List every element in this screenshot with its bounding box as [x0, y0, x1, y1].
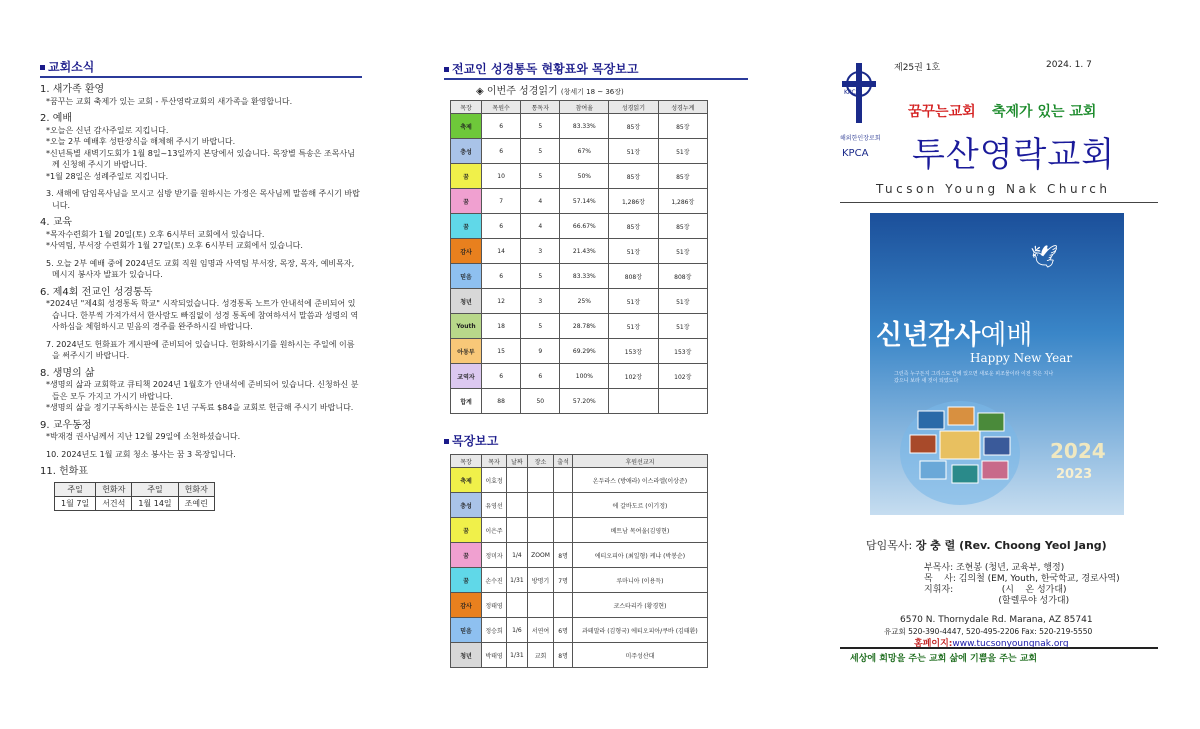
- table-header: 목원수: [482, 101, 521, 114]
- reading-week-title: ◈ 이번주 성경읽기 (창세기 18 ~ 36장): [476, 86, 624, 97]
- banner-year-2024: 2024: [1050, 439, 1106, 463]
- table-cell: [554, 468, 573, 493]
- table-cell: 6: [482, 114, 521, 139]
- news-line: *오늘 2부 예배후 성탄장식을 해체해 주시기 바랍니다.: [46, 137, 236, 146]
- table-cell: 과테말라 (김형국) 에티오피아/쿠바 (김태환): [572, 618, 707, 643]
- table-cell: 7: [482, 189, 521, 214]
- flower-header: 주일: [132, 482, 178, 496]
- mokjang-name: 충성: [451, 139, 482, 164]
- news-line: *2024년 "제4회 성경통독 학교" 시작되었습니다. 성경통독 노트가 안내석에 준비되어 있습니다. 한부씩 가져가셔서 한사람도 빠짐없이 성경 통독에 참여하셔서 말씀과 성령의 역사하심을 체험하시고 믿음의 경주를 완주하시길 바랍니다.: [46, 299, 359, 331]
- mokjang-name: 합계: [451, 389, 482, 414]
- diamond-icon: ◈: [476, 86, 484, 97]
- kpca-sub: 해외한인장로회: [840, 135, 881, 142]
- homepage-link[interactable]: www.tucsonyoungnak.org: [952, 639, 1069, 649]
- table-row: [451, 468, 708, 493]
- news-list: [40, 84, 362, 460]
- table-cell: 6: [482, 214, 521, 239]
- table-cell: [507, 593, 528, 618]
- table-cell: 57.14%: [560, 189, 609, 214]
- table-cell: 51장: [609, 239, 658, 264]
- table-row: [451, 339, 708, 364]
- table-cell: 6: [482, 264, 521, 289]
- table-row: [451, 114, 708, 139]
- banner-year-2023: 2023: [1056, 467, 1093, 482]
- table-cell: [527, 493, 554, 518]
- news-line: *생명의 삶과 교회학교 큐티책 2024년 1월호가 안내석에 준비되어 있습니다. 신청하신 분들은 모두 가지고 가시기 바랍니다.: [46, 380, 359, 401]
- news-heading: 1. 새가족 환영: [40, 84, 105, 95]
- table-row: [451, 164, 708, 189]
- news-heading: 2. 예배: [40, 113, 73, 124]
- table-cell: 에 갈바도르 (이기정): [572, 493, 707, 518]
- news-line: 3. 새해에 담임목사님을 모시고 심방 받기를 원하시는 가정은 목사님께 말씀해 주시기 바랍니다.: [46, 189, 360, 210]
- homepage: 홈페이지:www.tucsonyoungnak.org: [914, 639, 1069, 649]
- table-cell: 6: [482, 364, 521, 389]
- table-row: [451, 389, 708, 414]
- staff-line: 부목사: 조현봉 (청년, 교육부, 행정): [924, 563, 1065, 573]
- church-news-column: [40, 58, 362, 511]
- table-cell: [527, 593, 554, 618]
- table-cell: 6명: [554, 618, 573, 643]
- staff-line: 지휘자: (시 온 성가대): [924, 585, 1067, 595]
- table-cell: 808장: [658, 264, 707, 289]
- report-section-title: 목장보고: [444, 432, 748, 450]
- mokjang-name: 꿈: [451, 568, 482, 593]
- table-cell: 10: [482, 164, 521, 189]
- table-row: [451, 618, 708, 643]
- table-cell: [527, 518, 554, 543]
- flower-title: 11. 헌화표: [40, 466, 89, 477]
- banner-verse: 그런즉 누구든지 그리스도 안에 있으면 새로운 피조물이라 이전 것은 지나갔으니 보라 새 것이 되었도다: [894, 371, 1054, 384]
- table-header: 후원선교지: [572, 455, 707, 468]
- table-cell: 102장: [658, 364, 707, 389]
- slogan-b: 축제가 있는 교회: [992, 104, 1097, 120]
- table-cell: 베트남 목여울(김영현): [572, 518, 707, 543]
- news-heading: 4. 교육: [40, 217, 73, 228]
- table-cell: 51장: [609, 289, 658, 314]
- table-cell: 미주성산대: [572, 643, 707, 668]
- flower-header: 헌화자: [96, 482, 132, 496]
- news-line: *생명의 삶을 정기구독하시는 분들은 1년 구독료 $84을 교회로 헌금해 주시기 바랍니다.: [46, 403, 354, 412]
- table-cell: 57.20%: [560, 389, 609, 414]
- table-cell: 18: [482, 314, 521, 339]
- news-line: *목자수련회가 1월 20일(토) 오후 6시부터 교회에서 있습니다.: [46, 229, 265, 239]
- news-heading: 9. 교우동정: [40, 419, 92, 431]
- flower-table: [54, 482, 215, 511]
- table-cell: 1,286장: [609, 189, 658, 214]
- table-cell: 25%: [560, 289, 609, 314]
- table-cell: 방명기: [527, 568, 554, 593]
- mokjang-name: 충성: [451, 493, 482, 518]
- table-row: [451, 214, 708, 239]
- news-line: *신년특별 새벽기도회가 1월 8일~13일까지 본당에서 있습니다. 목장별 특송은 조목사님께 신청해 주시기 바랍니다.: [46, 148, 355, 169]
- table-cell: 정승희: [482, 618, 507, 643]
- issue-number: 제25권 1호: [894, 63, 941, 73]
- table-cell: 85장: [658, 114, 707, 139]
- mokjang-name: 청년: [451, 643, 482, 668]
- table-header: 목자: [482, 455, 507, 468]
- table-cell: 코스타리카 (황경현): [572, 593, 707, 618]
- flower-header: 헌화자: [178, 482, 214, 496]
- footer-slogan: 세상에 희망을 주는 교회 삶에 기쁨을 주는 교회: [850, 654, 1038, 664]
- flower-header: 주일: [55, 482, 96, 496]
- mokjang-name: 믿음: [451, 618, 482, 643]
- english-name: Tucson Young Nak Church: [876, 182, 1111, 196]
- slogan-a: 꿈꾸는교회: [908, 104, 976, 120]
- mokjang-name: 꿈: [451, 518, 482, 543]
- table-header: 출석: [554, 455, 573, 468]
- mokjang-name: 꿈: [451, 543, 482, 568]
- reading-section-title: 전교인 성경통독 현황표와 목장보고: [444, 60, 748, 80]
- mokjang-name: 꿈: [451, 214, 482, 239]
- news-line: *1월 28일은 성례주일로 지킵니다.: [46, 171, 169, 181]
- table-header: 날짜: [507, 455, 528, 468]
- mokjang-name: 감사: [451, 239, 482, 264]
- table-row: [451, 239, 708, 264]
- table-cell: [527, 468, 554, 493]
- table-cell: [507, 468, 528, 493]
- bible-reading-column: [444, 60, 748, 668]
- church-news-title: 교회소식: [40, 58, 362, 78]
- table-header: 참여율: [560, 101, 609, 114]
- table-cell: 3: [521, 289, 560, 314]
- table-cell: 유영선: [482, 493, 507, 518]
- reading-table: [450, 100, 708, 414]
- cover-column: [840, 55, 1170, 664]
- table-cell: 이은주: [482, 518, 507, 543]
- table-cell: [507, 518, 528, 543]
- kpca-bottom: KPCA: [842, 148, 869, 159]
- table-row: [451, 568, 708, 593]
- table-cell: 5: [521, 164, 560, 189]
- news-heading: 6. 제4회 전교인 성경통독: [40, 286, 153, 298]
- table-header: 성경누계: [658, 101, 707, 114]
- mokjang-name: 교역자: [451, 364, 482, 389]
- church-name: 투산영락교회: [912, 135, 1116, 175]
- table-row: [451, 364, 708, 389]
- table-cell: 정태영: [482, 593, 507, 618]
- table-cell: 21.43%: [560, 239, 609, 264]
- flower-cell: 1월 7일: [55, 496, 96, 510]
- dove-icon: 🕊: [1030, 245, 1058, 270]
- table-cell: 88: [482, 389, 521, 414]
- table-cell: 3: [521, 239, 560, 264]
- table-cell: 1/31: [507, 568, 528, 593]
- table-header: 목장: [451, 455, 482, 468]
- news-line: 7. 2024년도 헌화표가 게시판에 준비되어 있습니다. 헌화하시기를 원하시는 주일에 이름을 써주시기 바랍니다.: [46, 339, 355, 360]
- news-heading: 8. 생명의 삶: [40, 367, 95, 379]
- mokjang-name: 꿈: [451, 189, 482, 214]
- table-cell: 51장: [658, 139, 707, 164]
- table-cell: 8명: [554, 543, 573, 568]
- table-header: 통독자: [521, 101, 560, 114]
- table-cell: 5: [521, 264, 560, 289]
- mokjang-name: 청년: [451, 289, 482, 314]
- table-cell: 1/4: [507, 543, 528, 568]
- report-table: [450, 454, 708, 668]
- table-cell: 8명: [554, 643, 573, 668]
- table-cell: 9: [521, 339, 560, 364]
- table-cell: 153장: [658, 339, 707, 364]
- table-cell: 1/6: [507, 618, 528, 643]
- table-cell: 4: [521, 214, 560, 239]
- table-cell: 박태영: [482, 643, 507, 668]
- table-cell: 85장: [658, 214, 707, 239]
- table-cell: 69.29%: [560, 339, 609, 364]
- table-row: [451, 593, 708, 618]
- mokjang-name: 축제: [451, 114, 482, 139]
- senior-pastor: 담임목사: 장 충 렬 (Rev. Choong Yeol Jang): [866, 539, 1107, 552]
- table-row: [451, 264, 708, 289]
- new-year-banner: [870, 213, 1124, 515]
- table-cell: 67%: [560, 139, 609, 164]
- table-header: 목장: [451, 101, 482, 114]
- table-cell: 교회: [527, 643, 554, 668]
- table-row: [451, 543, 708, 568]
- mokjang-name: Youth: [451, 314, 482, 339]
- table-cell: 51장: [658, 289, 707, 314]
- table-cell: [609, 389, 658, 414]
- table-cell: 102장: [609, 364, 658, 389]
- table-header: 성경읽기: [609, 101, 658, 114]
- table-cell: 808장: [609, 264, 658, 289]
- staff-list: [924, 563, 1164, 607]
- mokjang-name: 감사: [451, 593, 482, 618]
- table-row: [451, 493, 708, 518]
- table-header: 장소: [527, 455, 554, 468]
- table-cell: [658, 389, 707, 414]
- banner-happy: Happy New Year: [970, 351, 1073, 365]
- table-cell: 에티오피아 (최일형) 케냐 (박봉순): [572, 543, 707, 568]
- table-cell: 정미자: [482, 543, 507, 568]
- phone: 유교회 520-390-4447, 520-495-2206 Fax: 520-219-5550: [884, 627, 1093, 636]
- flower-cell: 서건석: [96, 496, 132, 510]
- table-cell: 85장: [609, 214, 658, 239]
- table-cell: 50%: [560, 164, 609, 189]
- banner-title-b: 예배: [980, 320, 1033, 351]
- kpca-top: KPCA: [844, 89, 860, 96]
- table-cell: 85장: [609, 114, 658, 139]
- mokjang-name: 아동부: [451, 339, 482, 364]
- table-cell: 51장: [609, 139, 658, 164]
- news-line: *오늘은 신년 감사주일로 지킵니다.: [46, 125, 169, 135]
- flower-cell: 조예린: [178, 496, 214, 510]
- mokjang-name: 축제: [451, 468, 482, 493]
- table-cell: 6: [482, 139, 521, 164]
- table-cell: 7명: [554, 568, 573, 593]
- table-row: [451, 643, 708, 668]
- table-cell: 5: [521, 114, 560, 139]
- staff-line: (할렐루야 성가대): [924, 596, 1070, 606]
- table-cell: [554, 493, 573, 518]
- table-cell: 51장: [658, 314, 707, 339]
- table-cell: 83.33%: [560, 264, 609, 289]
- table-cell: 1,286장: [658, 189, 707, 214]
- staff-line: 목 사: 김의철 (EM, Youth, 한국학교, 경로사역): [924, 574, 1120, 584]
- news-line: 5. 오늘 2부 예배 중에 2024년도 교회 직원 임명과 사역팀 부서장, 목장, 목자, 예비목자, 메시지 봉사자 발표가 있습니다.: [46, 258, 355, 279]
- table-cell: 5: [521, 314, 560, 339]
- globe-photos-icon: [890, 389, 1030, 509]
- table-cell: 서연여: [527, 618, 554, 643]
- table-cell: 6: [521, 364, 560, 389]
- news-line: *사역팀, 부서장 수련회가 1월 27일(토) 오후 6시부터 교회에서 있습니다.: [46, 241, 303, 250]
- table-cell: 루마니아 (이용득): [572, 568, 707, 593]
- table-row: [451, 289, 708, 314]
- table-cell: 100%: [560, 364, 609, 389]
- table-cell: 손수진: [482, 568, 507, 593]
- issue-date: 2024. 1. 7: [1046, 60, 1092, 70]
- table-cell: [507, 493, 528, 518]
- table-cell: 5: [521, 139, 560, 164]
- news-line: 10. 2024년도 1월 교회 청소 봉사는 꿈 3 목장입니다.: [46, 449, 236, 459]
- table-cell: 1/31: [507, 643, 528, 668]
- table-cell: 83.33%: [560, 114, 609, 139]
- table-cell: 12: [482, 289, 521, 314]
- table-cell: ZOOM: [527, 543, 554, 568]
- table-cell: 153장: [609, 339, 658, 364]
- news-line: *꿈꾸는 교회 축제가 있는 교회 - 투산영락교회의 새가족을 환영합니다.: [46, 96, 293, 106]
- table-cell: 15: [482, 339, 521, 364]
- table-row: [451, 518, 708, 543]
- address: 6570 N. Thornydale Rd. Marana, AZ 85741: [900, 615, 1093, 625]
- table-cell: 51장: [658, 239, 707, 264]
- table-cell: 4: [521, 189, 560, 214]
- news-line: *박재경 권사님께서 지난 12월 29일에 소천하셨습니다.: [46, 432, 241, 441]
- table-cell: 온두라스 (방애라) 이스라엘(이상준): [572, 468, 707, 493]
- table-cell: 51장: [609, 314, 658, 339]
- table-cell: 28.78%: [560, 314, 609, 339]
- table-cell: [554, 593, 573, 618]
- table-cell: 이효정: [482, 468, 507, 493]
- table-cell: 50: [521, 389, 560, 414]
- table-cell: 85장: [658, 164, 707, 189]
- table-cell: 85장: [609, 164, 658, 189]
- table-row: [451, 189, 708, 214]
- table-row: [451, 314, 708, 339]
- banner-title-a: 신년감사: [876, 320, 981, 351]
- table-cell: [554, 518, 573, 543]
- table-cell: 14: [482, 239, 521, 264]
- mokjang-name: 믿음: [451, 264, 482, 289]
- flower-cell: 1월 14일: [132, 496, 178, 510]
- table-row: [451, 139, 708, 164]
- mokjang-name: 꿈: [451, 164, 482, 189]
- table-cell: 66.67%: [560, 214, 609, 239]
